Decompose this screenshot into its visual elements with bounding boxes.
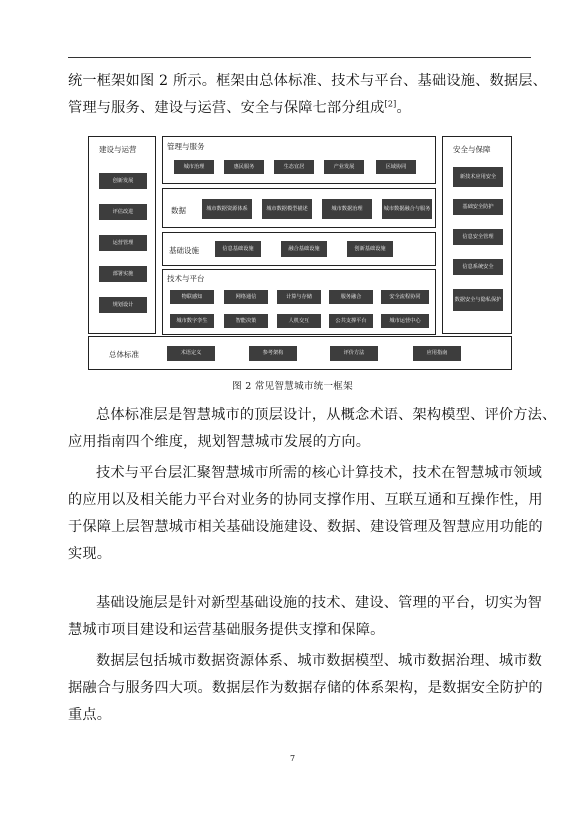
item-cell: 城市数字孪生 <box>170 314 214 328</box>
item-cell: 城市数据治理 <box>322 199 372 219</box>
citation: [2] <box>384 99 397 109</box>
layer-title: 管理与服务 <box>167 142 205 151</box>
framework-figure <box>88 134 512 371</box>
text-line: 重点。 <box>68 707 112 723</box>
technology-platform-layer <box>162 269 436 335</box>
item-cell: 服务融合 <box>329 290 373 304</box>
item-cell: 术语定义 <box>167 346 215 361</box>
item-cell: 评估改进 <box>99 204 147 220</box>
figure-caption: 图 2 常见智慧城市统一框架 <box>232 381 353 392</box>
text-line: 实现。 <box>68 546 112 562</box>
item-cell: 部署实施 <box>99 266 147 282</box>
header-rule <box>68 57 531 58</box>
data-layer <box>162 188 436 228</box>
item-cell: 计算与存储 <box>277 290 321 304</box>
text-line: 总体标准层是智慧城市的顶层设计，从概念术语、架构模型、评价方法、 <box>96 407 557 423</box>
text-line: 慧城市项目建设和运营基础服务提供支撑和保障。 <box>68 622 385 638</box>
text-line: 据融合与服务四大项。数据层作为数据存储的体系架构，是数据安全防护的 <box>68 680 543 696</box>
item-cell: 城市数据模型描述 <box>262 199 312 219</box>
item-cell: 运营管理 <box>99 235 147 251</box>
item-cell: 信息基础设施 <box>215 241 261 257</box>
panel-title: 安全与保障 <box>453 145 491 154</box>
overall-standard-layer <box>88 336 512 370</box>
item-cell: 城市数据资源体系 <box>202 199 252 219</box>
text-line: 技术与平台层汇聚智慧城市所需的核心计算技术，技术在智慧城市领域 <box>96 465 543 481</box>
text-line: 数据层包括城市数据资源体系、城市数据模型、城市数据治理、城市数 <box>96 653 543 669</box>
item-cell: 应用指南 <box>413 346 461 361</box>
text-line: 的应用以及相关能力平台对业务的协同支撑作用、互联互通和互操作性，用 <box>68 492 543 508</box>
construction-operation-panel <box>88 136 156 334</box>
item-cell: 惠民服务 <box>224 160 264 174</box>
intro-line-1: 统一框架如图 2 所示。框架由总体标准、技术与平台、基础设施、数据层、 <box>68 73 548 89</box>
layer-title: 数据 <box>171 206 186 215</box>
text-line: 应用指南四个维度，规划智慧城市发展的方向。 <box>68 434 371 450</box>
item-cell: 参考架构 <box>249 346 297 361</box>
item-cell: 城市运营中心 <box>381 314 429 328</box>
item-cell: 创新发展 <box>99 173 147 189</box>
item-cell: 评价方法 <box>330 346 378 361</box>
security-assurance-panel <box>442 136 512 334</box>
item-cell: 创新基础设施 <box>347 241 393 257</box>
item-cell: 智能决策 <box>224 314 268 328</box>
paragraph-infrastructure <box>68 590 543 644</box>
layer-title: 总体标准 <box>109 350 139 359</box>
infrastructure-layer <box>162 232 436 266</box>
item-cell: 物联感知 <box>170 290 214 304</box>
intro-paragraph <box>68 68 548 122</box>
item-cell: 区域协同 <box>376 160 416 174</box>
item-cell: 产业发展 <box>324 160 364 174</box>
paragraph-standard <box>68 402 557 456</box>
layer-title: 技术与平台 <box>167 274 205 283</box>
item-cell: 融合基础设施 <box>281 241 327 257</box>
paragraph-data <box>68 648 543 729</box>
item-cell: 网络通信 <box>224 290 268 304</box>
item-cell: 城市治理 <box>174 160 214 174</box>
text-line: 基础设施层是针对新型基础设施的技术、建设、管理的平台，切实为智 <box>96 595 543 611</box>
item-cell: 数据安全与隐私保护 <box>453 289 503 311</box>
paragraph-technology <box>68 460 543 568</box>
item-cell: 公共支撑平台 <box>329 314 373 328</box>
item-cell: 城市数据融合与服务 <box>382 199 432 219</box>
intro-line-2: 管理与服务、建设与运营、安全与保障七部分组成[2]。 <box>68 99 411 116</box>
item-cell: 生态宜居 <box>274 160 314 174</box>
item-cell: 信息系统安全 <box>453 259 503 275</box>
item-cell: 安全流程协同 <box>381 290 429 304</box>
panel-title: 建设与运营 <box>99 145 137 154</box>
layer-title: 基础设施 <box>169 246 199 255</box>
item-cell: 人机交互 <box>277 314 321 328</box>
text-line: 于保障上层智慧城市相关基础设施建设、数据、建设管理及智慧应用功能的 <box>68 519 543 535</box>
item-cell: 规划设计 <box>99 297 147 313</box>
item-cell: 基础安全防护 <box>453 199 503 215</box>
item-cell: 信息安全管理 <box>453 229 503 245</box>
item-cell: 新技术应用安全 <box>453 167 503 187</box>
management-service-layer <box>162 136 436 184</box>
page-number: 7 <box>289 754 296 763</box>
